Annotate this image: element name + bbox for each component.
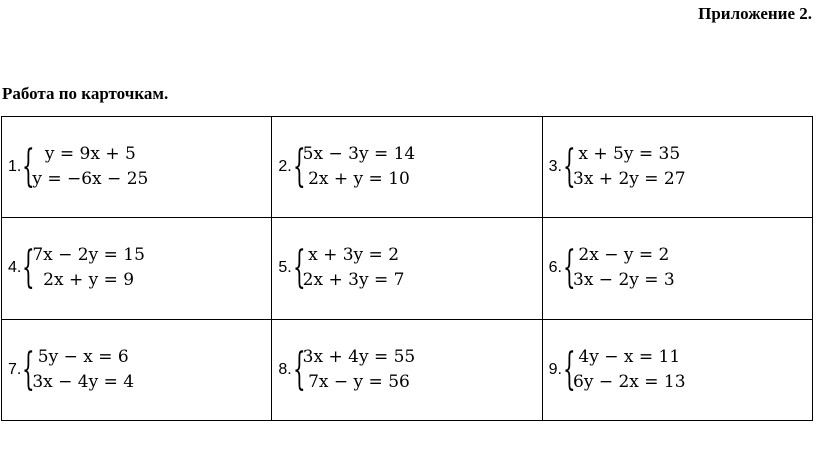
equation: 5x − 3y = 14 <box>302 144 416 165</box>
equation: x + 5y = 35 <box>578 144 681 165</box>
equation: 2x − y = 2 <box>578 245 670 266</box>
card-9 <box>542 319 812 420</box>
system-brace-icon: { <box>22 141 35 193</box>
card-number: 8. <box>278 360 292 378</box>
system-brace-icon: { <box>292 141 306 193</box>
cards-table <box>1 116 813 421</box>
card-number: 3. <box>548 158 562 176</box>
equation: y = 9x + 5 <box>44 144 136 165</box>
appendix-label: Приложение 2. <box>698 4 812 23</box>
card-1 <box>2 117 272 218</box>
card-8 <box>272 319 542 420</box>
equation: 3x − 2y = 3 <box>573 270 675 291</box>
system-brace-icon: { <box>22 343 35 395</box>
equation: 4y − x = 11 <box>578 346 681 367</box>
system-brace-icon: { <box>563 242 576 294</box>
equation: y = −6x − 25 <box>32 169 149 190</box>
equation: 5y − x = 6 <box>37 346 129 367</box>
system-brace-icon: { <box>292 242 306 294</box>
card-number: 9. <box>548 360 562 378</box>
equation: 3x + 4y = 55 <box>302 346 416 367</box>
system-brace-icon: { <box>292 343 306 395</box>
card-2 <box>272 117 542 218</box>
equation: 7x − 2y = 15 <box>32 245 145 266</box>
page-title: Работа по карточкам. <box>2 84 169 103</box>
card-number: 6. <box>548 259 562 277</box>
card-3 <box>542 117 812 218</box>
equation: 6y − 2x = 13 <box>573 371 686 392</box>
equation: 2x + y = 10 <box>308 169 410 190</box>
card-number: 7. <box>8 360 22 378</box>
system-brace-icon: { <box>22 242 35 294</box>
card-number: 4. <box>8 259 22 277</box>
equation: x + 3y = 2 <box>308 245 400 266</box>
equation: 3x − 4y = 4 <box>32 371 135 392</box>
system-brace-icon: { <box>563 141 576 193</box>
card-7 <box>2 319 272 420</box>
table-row <box>2 218 813 319</box>
card-number: 2. <box>278 158 292 176</box>
card-4 <box>2 218 272 319</box>
equation: 3x + 2y = 27 <box>573 169 686 190</box>
equation: 2x + 3y = 7 <box>302 270 405 291</box>
table-row <box>2 319 813 420</box>
equation: 7x − y = 56 <box>308 371 410 392</box>
equation: 2x + y = 9 <box>43 270 135 291</box>
card-6 <box>542 218 812 319</box>
table-row <box>2 117 813 218</box>
card-number: 5. <box>278 259 292 277</box>
system-brace-icon: { <box>563 343 576 395</box>
card-5 <box>272 218 542 319</box>
card-number: 1. <box>8 158 22 176</box>
